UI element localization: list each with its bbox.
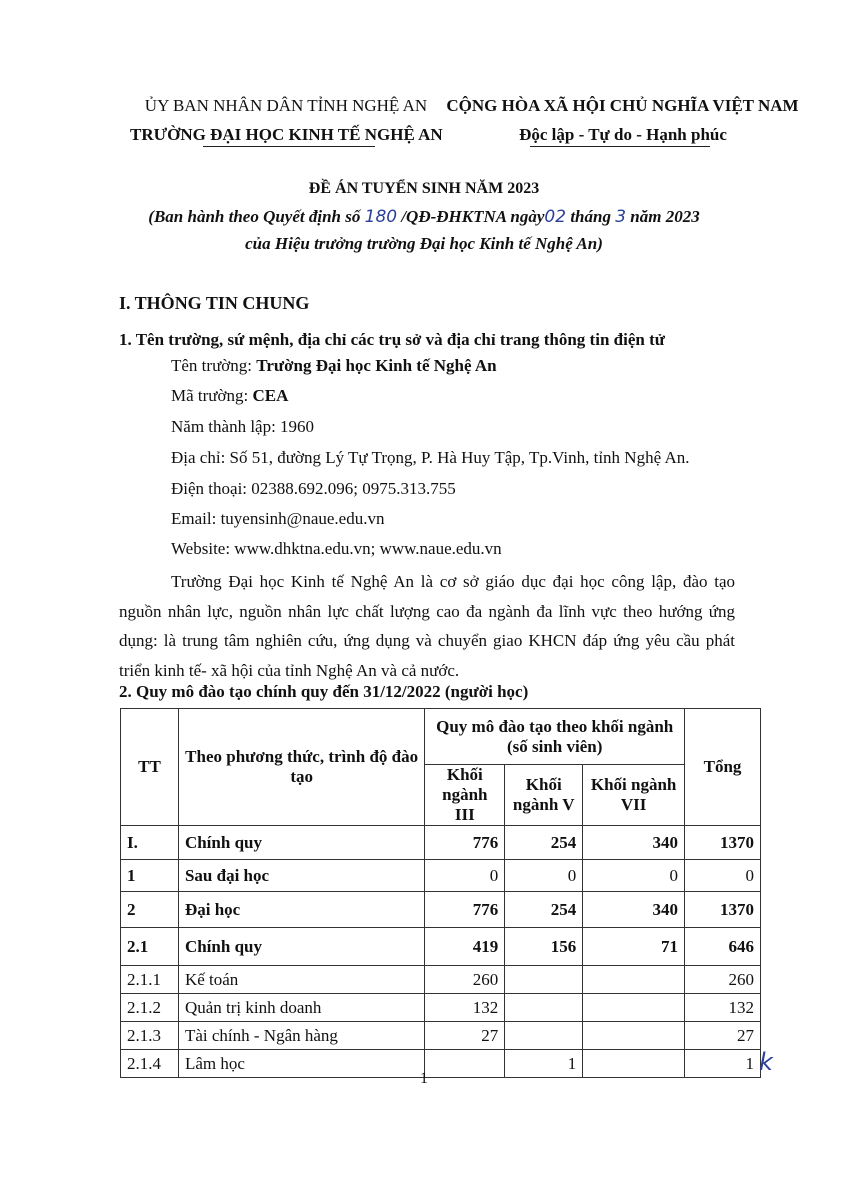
page-number: 1: [420, 1070, 428, 1087]
cell-k5: 0: [505, 860, 583, 892]
cell-k3: 419: [425, 928, 505, 966]
cell-k5: [505, 994, 583, 1022]
cell-k3: 776: [425, 826, 505, 860]
cell-k3: 260: [425, 966, 505, 994]
header-tt: TT: [121, 709, 179, 826]
cell-k3: 27: [425, 1022, 505, 1050]
cell-total: 260: [685, 966, 761, 994]
cell-k7: 0: [583, 860, 685, 892]
school-name-line: [171, 356, 497, 376]
cell-total: 0: [685, 860, 761, 892]
table-row: [121, 892, 761, 928]
cell-k3: 776: [425, 892, 505, 928]
cell-tt: 2.1.1: [121, 966, 179, 994]
founded-year: Năm thành lập: 1960: [171, 417, 315, 436]
cell-tt: 2.1.3: [121, 1022, 179, 1050]
section2-heading: 2. Quy mô đào tạo chính quy đến 31/12/2022 (người học): [119, 682, 529, 701]
table-row: [121, 826, 761, 860]
cell-total: 646: [685, 928, 761, 966]
subsection-heading: 1. Tên trường, sứ mệnh, địa chỉ các trụ sở và địa chỉ trang thông tin điện tử: [119, 330, 665, 349]
handwritten-initial: k: [759, 1048, 773, 1076]
agency-name: ỦY BAN NHÂN DÂN TỈNH NGHỆ AN: [144, 96, 428, 115]
cell-tt: 2.1.2: [121, 994, 179, 1022]
document-subtitle-line2: của Hiệu trưởng trường Đại học Kinh tế Nghệ An): [245, 234, 603, 253]
subtitle-part-c: tháng: [566, 207, 616, 226]
phone: Điện thoại: 02388.692.096; 0975.313.755: [171, 479, 456, 498]
subtitle-part-d: năm 2023: [626, 207, 700, 226]
section-heading: I. THÔNG TIN CHUNG: [119, 293, 310, 313]
handwritten-day: 02: [544, 207, 567, 227]
cell-name: Tài chính - Ngân hàng: [178, 1022, 424, 1050]
cell-k7: 71: [583, 928, 685, 966]
cell-k7: 340: [583, 826, 685, 860]
header-group: Quy mô đào tạo theo khối ngành (số sinh viên): [425, 709, 685, 765]
cell-name: Chính quy: [178, 826, 424, 860]
cell-total: 132: [685, 994, 761, 1022]
table-row: [121, 860, 761, 892]
cell-name: Sau đại học: [178, 860, 424, 892]
national-title: CỘNG HÒA XÃ HỘI CHỦ NGHĨA VIỆT NAM: [446, 96, 799, 115]
cell-tt: I.: [121, 826, 179, 860]
table-row: [121, 966, 761, 994]
cell-tt: 2.1: [121, 928, 179, 966]
cell-k5: [505, 1022, 583, 1050]
cell-tt: 1: [121, 860, 179, 892]
header-method: Theo phương thức, trình độ đào tạo: [178, 709, 424, 826]
school-code-value: CEA: [252, 386, 289, 405]
subtitle-part-b: /QĐ-ĐHKTNA ngày: [397, 207, 545, 226]
cell-name: Chính quy: [178, 928, 424, 966]
cell-k7: 340: [583, 892, 685, 928]
cell-name: Đại học: [178, 892, 424, 928]
table-header-row: [121, 709, 761, 765]
header-khoi-5: Khối ngành V: [505, 765, 583, 826]
cell-k3: 0: [425, 860, 505, 892]
header-total: Tổng: [685, 709, 761, 826]
website: Website: www.dhktna.edu.vn; www.naue.edu.vn: [171, 539, 502, 558]
cell-k7: [583, 1022, 685, 1050]
address: Địa chỉ: Số 51, đường Lý Tự Trọng, P. Hà Huy Tập, Tp.Vinh, tỉnh Nghệ An.: [171, 448, 690, 467]
cell-k5: 156: [505, 928, 583, 966]
cell-k7: [583, 994, 685, 1022]
enrollment-scale-table: [120, 708, 761, 1078]
document-subtitle-line1: [0, 207, 848, 227]
cell-tt: 2.1.4: [121, 1050, 179, 1078]
school-code-label: Mã trường:: [171, 386, 253, 405]
handwritten-month: 3: [615, 207, 627, 227]
cell-total: 27: [685, 1022, 761, 1050]
table-row: [121, 1022, 761, 1050]
school-name-value: Trường Đại học Kinh tế Nghệ An: [256, 356, 497, 375]
cell-k5: 254: [505, 826, 583, 860]
email: Email: tuyensinh@naue.edu.vn: [171, 509, 385, 528]
school-code-line: [171, 386, 288, 406]
subtitle-part-a: (Ban hành theo Quyết định số: [148, 207, 365, 226]
header-right-rule: [530, 146, 710, 147]
cell-total: 1370: [685, 892, 761, 928]
cell-k7: [583, 966, 685, 994]
document-title: ĐỀ ÁN TUYỂN SINH NĂM 2023: [308, 180, 540, 197]
header-khoi-3: Khối ngành III: [425, 765, 505, 826]
header-khoi-7: Khối ngành VII: [583, 765, 685, 826]
table-row: [121, 928, 761, 966]
cell-k5: 254: [505, 892, 583, 928]
table-row: [121, 994, 761, 1022]
mission-paragraph: Trường Đại học Kinh tế Nghệ An là cơ sở giáo dục đại học công lập, đào tạo nguồn nhân lực, nguồn nhân lực chất lượng cao đa ngành đa lĩnh vực theo hướng ứng dụng: là trung tâm nghiên cứu, ứng dụng và chuyển giao KHCN đáp ứng yêu cầu phát triển kinh tế- xã hội của tỉnh Nghệ An và cả nước.: [119, 572, 735, 680]
cell-name: Quản trị kinh doanh: [178, 994, 424, 1022]
university-name: TRƯỜNG ĐẠI HỌC KINH TẾ NGHỆ AN: [130, 125, 443, 144]
header-left-rule: [203, 146, 375, 147]
cell-tt: 2: [121, 892, 179, 928]
school-name-label: Tên trường:: [171, 356, 257, 375]
cell-name: Lâm học: [178, 1050, 424, 1078]
cell-k3: 132: [425, 994, 505, 1022]
cell-total: 1370: [685, 826, 761, 860]
national-motto: Độc lập - Tự do - Hạnh phúc: [519, 125, 727, 144]
cell-name: Kế toán: [178, 966, 424, 994]
cell-total: 1: [685, 1050, 761, 1078]
handwritten-decision-number: 180: [364, 207, 398, 227]
cell-k5: 1: [505, 1050, 583, 1078]
cell-k5: [505, 966, 583, 994]
